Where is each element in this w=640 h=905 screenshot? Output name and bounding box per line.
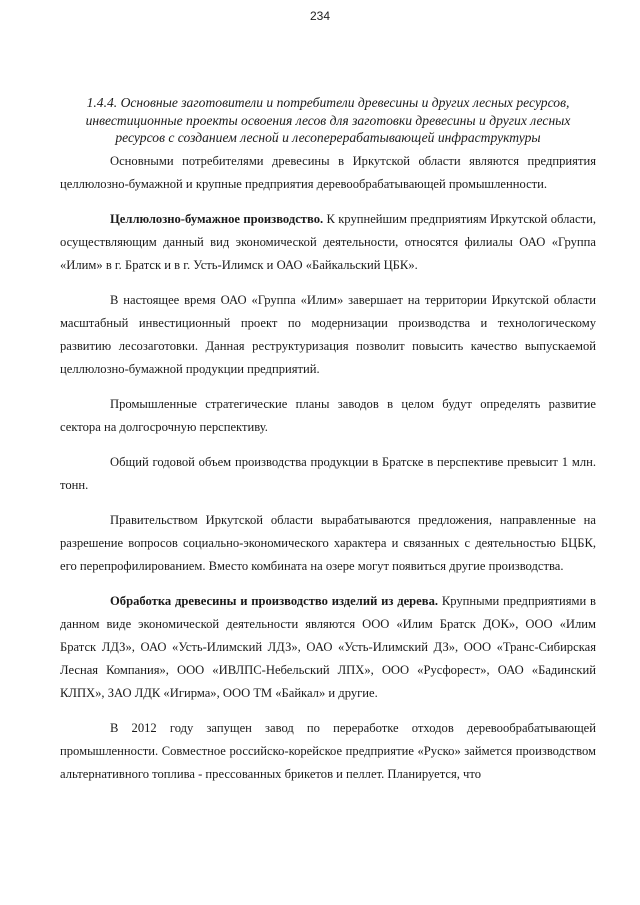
page-number: 234 [309,9,331,23]
paragraph: Основными потребителями древесины в Иркутской области являются предприятия целлюлозно-бумажной и крупные предприятия деревообрабатывающей промышленности. [60,153,596,191]
paragraph: Обработка древесины и производство изделий из дерева. Крупными предприятиями в данном виде экономической деятельности являются ООО «Илим Братск ДОК», ООО «Илим Братск ЛДЗ», ОАО «Усть-Илимский ЛДЗ», ОАО «Усть-Илимский ДЗ», ООО «Транс-Сибирская Лесная Компания», ООО «ИВЛПС-Небельский ЛПХ», ООО «Русфорест», ОАО «Бадинский КЛПХ», ЗАО ЛДК «Игирма», ООО ТМ «Байкал» и другие. [60,593,596,700]
paragraph: Правительством Иркутской области вырабатываются предложения, направленные на разрешение вопросов социально-экономического характера и связанных с деятельностью БЦБК, его перепрофилированием. Вместо комбината на озере могут появиться другие производства. [60,512,596,573]
paragraph-lead-bold: Целлюлозно-бумажное производство. [110,211,324,226]
paragraph: В 2012 году запущен завод по переработке отходов деревообрабатывающей промышленности. Совместное российско-корейское предприятие «Руско» займется производством альтернативного топлива - прессованных брикетов и пеллет. Планируется, что [60,720,596,781]
paragraph: В настоящее время ОАО «Группа «Илим» завершает на территории Иркутской области масштабный инвестиционный проект по модернизации производства и технологическому развитию лесозаготовки. Данная реструктуризация позволит повысить качество выпускаемой целлюлозно-бумажной продукции предприятий. [60,292,596,376]
page-content [60,94,596,798]
paragraph: Целлюлозно-бумажное производство. К крупнейшим предприятиям Иркутской области, осуществляющим данный вид экономической деятельности, относятся филиалы ОАО «Группа «Илим» в г. Братск и в г. Усть-Илимск и ОАО «Байкальский ЦБК». [60,211,596,272]
section-heading: 1.4.4. Основные заготовители и потребители древесины и других лесных ресурсов, инвестиционные проекты освоения лесов для заготовки древесины и других лесных ресурсов с созданием лесной и лесоперерабатывающей инфраструктуры [85,95,571,145]
paragraph: Общий годовой объем производства продукции в Братске в перспективе превысит 1 млн. тонн. [60,454,596,492]
paragraph-lead-bold: Обработка древесины и производство изделий из дерева. [110,593,439,608]
paragraph: Промышленные стратегические планы заводов в целом будут определять развитие сектора на долгосрочную перспективу. [60,396,596,434]
